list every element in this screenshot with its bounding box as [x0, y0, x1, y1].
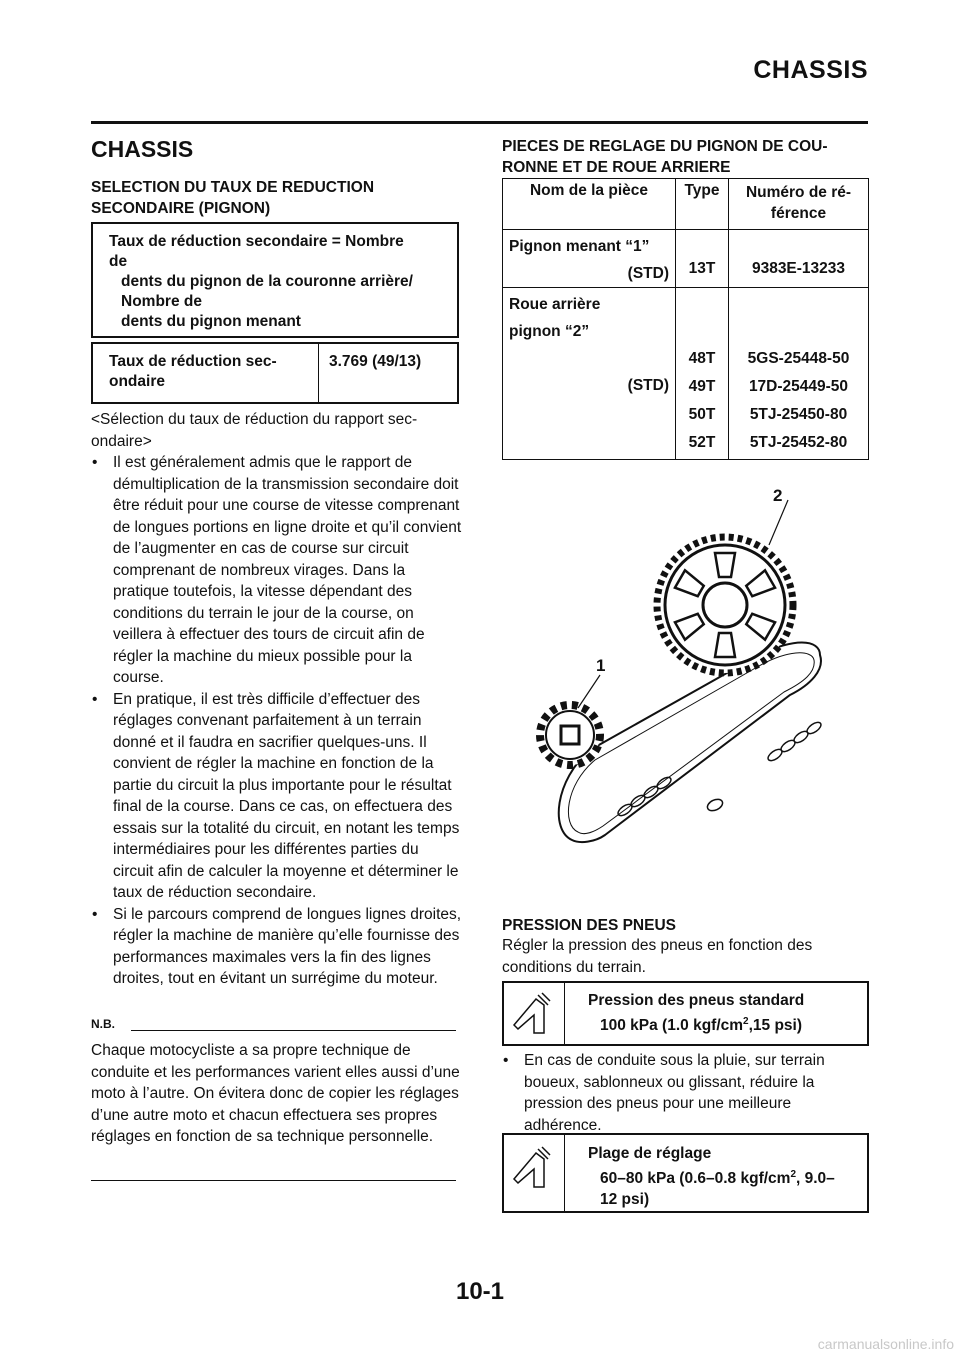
table-cell-ref-value: 5TJ-25452-80: [749, 434, 848, 451]
parts-heading-line: PIECES DE REGLAGE DU PIGNON DE COU-: [502, 138, 828, 155]
spec-icon-cell: [504, 1135, 565, 1211]
nb-label: N.B.: [91, 1017, 115, 1031]
table-header-ref-line: Numéro de ré-: [745, 184, 852, 201]
gear-ratio-bullets: [91, 452, 463, 990]
spec-line: [588, 1011, 804, 1036]
table-header-ref-line: férence: [770, 205, 827, 222]
callout-leader: [578, 675, 600, 708]
table-row: [503, 230, 676, 288]
formula-line: Nombre de: [121, 293, 202, 310]
table-header-type: Type: [676, 179, 729, 230]
ratio-value: 3.769 (49/13): [329, 353, 422, 370]
tire-pressure-heading: PRESSION DES PNEUS: [502, 917, 676, 934]
table-cell-type-value: 50T: [688, 406, 716, 423]
standard-pressure-text: [588, 990, 804, 1036]
table-cell-name: pignon “2”: [509, 323, 590, 340]
formula-line: dents du pignon menant: [121, 313, 301, 330]
formula-line: dents du pignon de la couronne arrière/: [121, 273, 413, 290]
running-header-title: CHASSIS: [753, 56, 868, 84]
table-header-name: Nom de la pièce: [503, 179, 676, 230]
formula-line: Taux de réduction secondaire = Nombre: [109, 233, 404, 250]
standard-pressure-box: [502, 981, 869, 1046]
page-number: 10-1: [455, 1278, 505, 1305]
table-cell-ref-value: 5GS-25448-50: [747, 350, 850, 367]
gear-ratio-heading-line: SECONDAIRE (PIGNON): [91, 200, 271, 217]
spec-value: , 9.0–: [796, 1170, 835, 1188]
table-cell-type-value: 52T: [688, 434, 716, 451]
table-cell-type: 13T: [676, 230, 729, 288]
rear-sprocket-drawing: [657, 537, 793, 673]
nb-text: Chaque motocycliste a sa propre technique de conduite et les performances varient elles aussi d’une moto à l’autre. On évitera donc de copier les réglages d’une autre moto et chacun effectuera ses propres réglages en fonction de sa technique personnelle.: [91, 1042, 460, 1145]
table-cell-ref: 9383E-13233: [729, 230, 869, 288]
spec-line: Plage de réglage: [588, 1145, 712, 1162]
ratio-label-line: Taux de réduction sec-: [109, 353, 277, 370]
header-rule: [91, 121, 868, 124]
bullet-item: • Il est généralement admis que le rapport de démultiplication de la transmission secondaire doit être réduit pour une course de vitesse comprenant de longues portions en ligne droite et qu’il convient de l’augmenter en cas de course sur circuit comprenant de nombreux virages. Dans la pratique toutefois, la vitesse dépendant des conditions du terrain le jour de la course, on veillera à effectuer des tours de circuit afin de régler la machine du mieux possible pour la course.: [91, 452, 463, 689]
tire-pressure-intro: Régler la pression des pneus en fonction des conditions du terrain.: [502, 937, 813, 976]
section-title: CHASSIS: [91, 136, 194, 162]
parts-table: [502, 178, 869, 460]
formula-line: de: [109, 253, 128, 270]
table-cell-ref-value: 17D-25449-50: [748, 378, 849, 395]
spec-value: ,15 psi): [748, 1017, 803, 1035]
formula-box: [91, 222, 459, 338]
selection-intro: [91, 409, 463, 452]
gear-ratio-heading: [91, 177, 461, 219]
table-cell-type-value: 48T: [688, 350, 716, 367]
spec-line: 12 psi): [600, 1191, 650, 1209]
table-cell-std: (STD): [627, 377, 669, 394]
table-cell-ref-value: 5TJ-25450-80: [749, 406, 848, 423]
sprocket-chain-illustration: [520, 480, 850, 870]
adjustment-range-box: [502, 1133, 869, 1213]
ratio-box: [91, 342, 459, 404]
spec-line: Pression des pneus standard: [588, 992, 805, 1009]
table-cell-type-value: 49T: [688, 378, 716, 395]
callout-leader: [769, 500, 788, 545]
parts-heading: [502, 136, 872, 178]
table-row: [503, 288, 676, 460]
table-header-ref: [729, 179, 869, 230]
selection-intro-line: ondaire>: [91, 432, 152, 450]
callout-1-label: 1: [596, 656, 606, 675]
pressure-gauge-icon: [504, 1135, 564, 1211]
table-cell-ref: [729, 288, 869, 460]
tire-pressure-bullets: [502, 1050, 870, 1136]
nb-rule-bottom: [91, 1180, 456, 1181]
table-cell-type: [676, 288, 729, 460]
ratio-label: [109, 352, 277, 392]
gear-ratio-heading-line: SELECTION DU TAUX DE REDUCTION: [91, 179, 375, 196]
adjustment-range-text: [588, 1143, 835, 1210]
ratio-label-line: ondaire: [109, 373, 165, 390]
callout-2-label: 2: [773, 486, 783, 505]
nb-rule-top: [131, 1030, 456, 1031]
spec-superscript: 2: [743, 1016, 749, 1027]
bullet-item: • En pratique, il est très difficile d’effectuer des réglages convenant parfaitement à un terrain donné et il faudra en sacrifier quelques-uns. Il convient de régler la machine en fonction de la partie du circuit la plus importante pour le résultat final de la course. Dans ce cas, on effectuera des essais sur la totalité du circuit, en notant les temps intermédiaires pour les différentes parties du circuit afin de calculer la moyenne et déterminer le taux de réduction secondaire.: [91, 689, 463, 904]
drive-sprocket-drawing: [540, 705, 600, 765]
table-cell-name: Pignon menant “1”: [509, 238, 650, 255]
ratio-divider: [318, 344, 319, 402]
spec-icon-cell: [504, 983, 565, 1044]
selection-intro-line: <Sélection du taux de réduction du rapport sec-: [91, 411, 418, 428]
spec-value: 100 kPa (1.0 kgf/cm: [600, 1017, 744, 1035]
spec-line: [588, 1164, 835, 1189]
table-cell-std: (STD): [627, 265, 669, 282]
bullet-item: • En cas de conduite sous la pluie, sur terrain boueux, sablonneux ou glissant, réduire la pression des pneus pour une meilleure adhérence.: [502, 1050, 870, 1136]
spec-value: 60–80 kPa (0.6–0.8 kgf/cm: [600, 1170, 791, 1188]
bullet-item: • Si le parcours comprend de longues lignes droites, régler la machine de manière qu’elle fournisse des performances maximales vers la fin des lignes droites, tout en évitant un surrégime du moteur.: [91, 904, 463, 990]
pressure-gauge-icon: [504, 983, 564, 1044]
spec-superscript: 2: [790, 1169, 796, 1180]
table-cell-name: Roue arrière: [509, 296, 601, 313]
parts-heading-line: RONNE ET DE ROUE ARRIERE: [502, 159, 731, 176]
watermark: carmanualsonline.info: [817, 1336, 954, 1352]
